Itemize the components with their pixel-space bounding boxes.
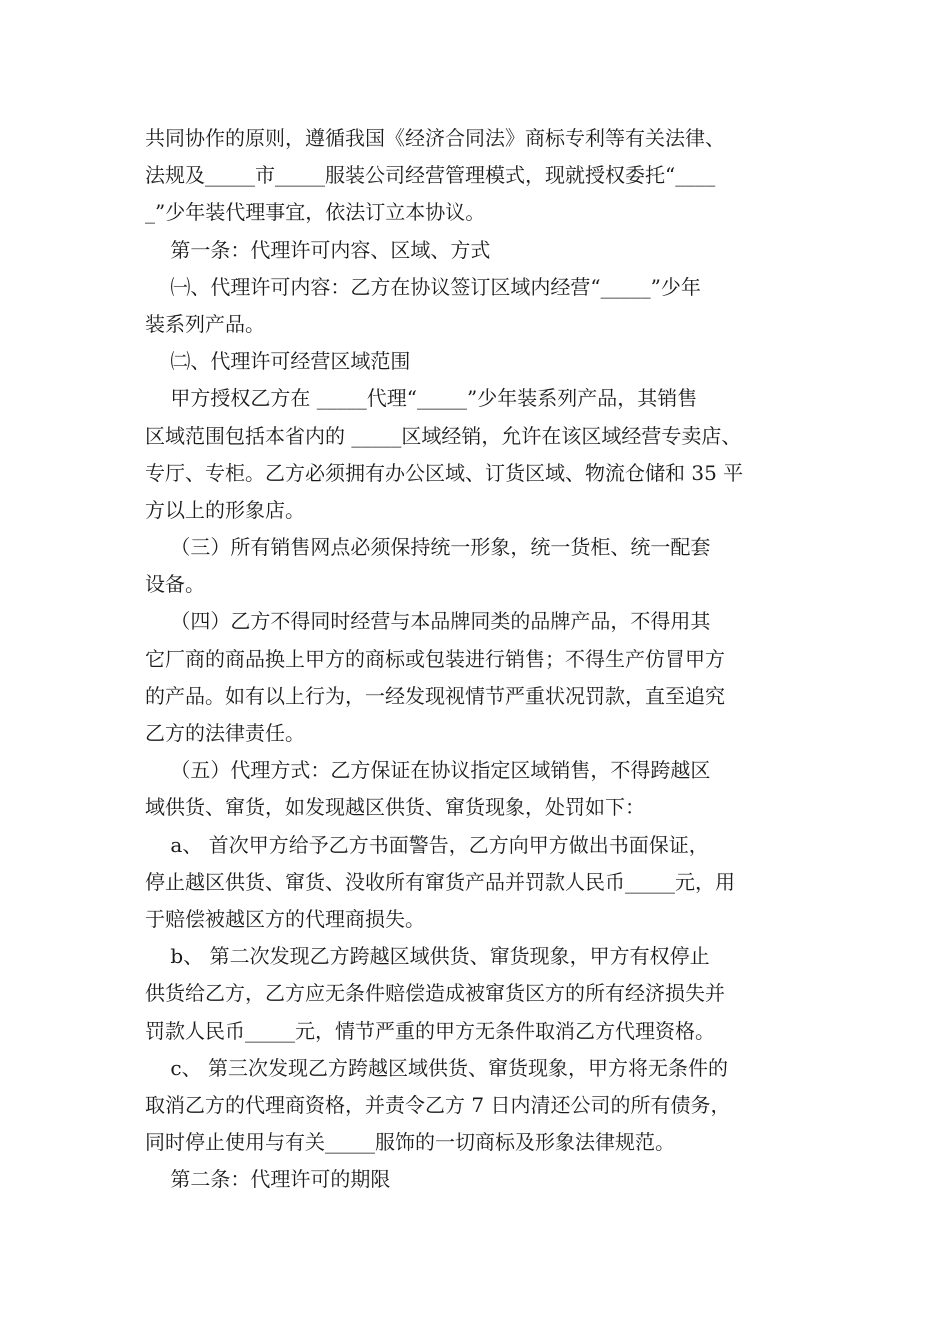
text-line: 区域范围包括本省内的 _____区域经销，允许在该区域经营专卖店、 bbox=[145, 423, 742, 448]
text-line: 罚款人民币_____元，情节严重的甲方无条件取消乙方代理资格。 bbox=[145, 1018, 715, 1043]
text-line: 的产品。如有以上行为，一经发现视情节严重状况罚款，直至追究 bbox=[145, 683, 725, 708]
text-line: a、 首次甲方给予乙方书面警告，乙方向甲方做出书面保证， bbox=[145, 832, 709, 857]
text-line: b、 第二次发现乙方跨越区域供货、窜货现象，甲方有权停止 bbox=[145, 944, 710, 969]
text-line: _”少年装代理事宜，依法订立本协议。 bbox=[145, 200, 486, 225]
text-line: 设备。 bbox=[145, 572, 205, 597]
text-line: 停止越区供货、窜货、没收所有窜货产品并罚款人民币_____元，用 bbox=[145, 869, 735, 894]
article-heading: 第一条：代理许可内容、区域、方式 bbox=[145, 237, 491, 262]
text-line: 它厂商的商品换上甲方的商标或包装进行销售；不得生产仿冒甲方 bbox=[145, 646, 725, 671]
document-body bbox=[145, 120, 815, 1198]
text-line: 域供货、窜货，如发现越区供货、窜货现象，处罚如下： bbox=[145, 795, 645, 820]
text-line: 甲方授权乙方在 _____代理“_____”少年装系列产品，其销售 bbox=[145, 386, 698, 411]
article-heading: 第二条：代理许可的期限 bbox=[145, 1167, 391, 1192]
text-line: 法规及_____市_____服装公司经营管理模式，现就授权委托“____ bbox=[145, 163, 716, 188]
text-line: 取消乙方的代理商资格，并责令乙方 7 日内清还公司的所有债务， bbox=[145, 1092, 731, 1117]
text-line: （四）乙方不得同时经营与本品牌同类的品牌产品，不得用其 bbox=[145, 609, 711, 634]
text-line: 专厅、专柜。乙方必须拥有办公区域、订货区域、物流仓储和 35 平 bbox=[145, 460, 744, 485]
text-line: （五）代理方式：乙方保证在协议指定区域销售，不得跨越区 bbox=[145, 758, 711, 783]
text-line: 共同协作的原则，遵循我国《经济合同法》商标专利等有关法律、 bbox=[145, 126, 725, 150]
text-line: ㈠、代理许可内容：乙方在协议签订区域内经营“_____”少年 bbox=[145, 274, 701, 299]
text-line: 乙方的法律责任。 bbox=[145, 721, 305, 745]
text-line: 于赔偿被越区方的代理商损失。 bbox=[145, 906, 425, 931]
text-line: 方以上的形象店。 bbox=[145, 497, 305, 522]
section-heading: ㈡、代理许可经营区域范围 bbox=[145, 349, 411, 374]
text-line: 同时停止使用与有关_____服饰的一切商标及形象法律规范。 bbox=[145, 1130, 675, 1155]
text-line: c、 第三次发现乙方跨越区域供货、窜货现象，甲方将无条件的 bbox=[145, 1055, 728, 1080]
text-line: 供货给乙方，乙方应无条件赔偿造成被窜货区方的所有经济损失并 bbox=[145, 981, 725, 1006]
text-line: （三）所有销售网点必须保持统一形象，统一货柜、统一配套 bbox=[145, 535, 711, 560]
text-line: 装系列产品。 bbox=[145, 311, 265, 336]
